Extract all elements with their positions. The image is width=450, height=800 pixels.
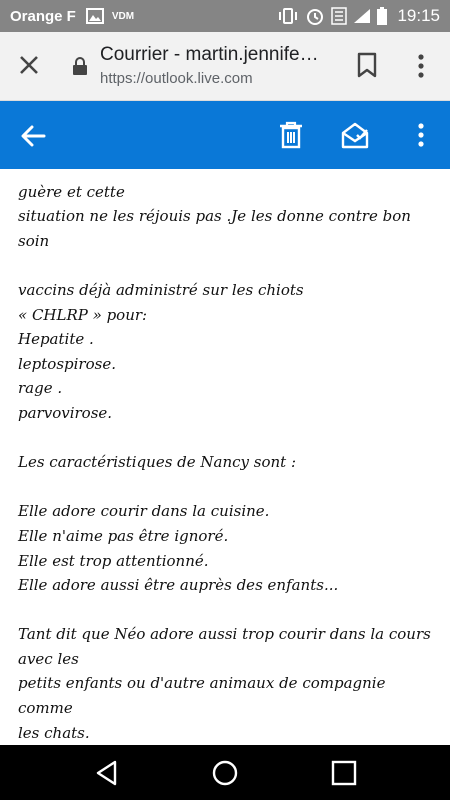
message-line: leptospirose.: [18, 354, 116, 373]
page-title: Courrier - martin.jennife…: [100, 44, 319, 65]
message-line: les chats.: [18, 723, 90, 742]
message-line: Elle adore aussi être auprès des enfants...: [18, 576, 339, 595]
browser-toolbar: [0, 32, 450, 101]
system-nav-bar: [0, 745, 450, 800]
clock: 19:15: [397, 6, 440, 25]
message-line: [18, 426, 438, 451]
lte-icon: [331, 7, 347, 25]
message-text: [18, 155, 438, 794]
message-line: [18, 253, 438, 278]
message-line: Les caractéristiques de Nancy sont :: [18, 453, 297, 472]
alarm-icon: [305, 6, 325, 26]
message-line: [18, 475, 438, 500]
delete-icon[interactable]: [278, 121, 304, 149]
more-vert-icon[interactable]: [411, 52, 431, 80]
bookmark-icon[interactable]: [356, 52, 378, 78]
nav-home-icon[interactable]: [211, 759, 239, 787]
close-icon[interactable]: [16, 52, 42, 78]
message-line: avec les: [18, 649, 79, 668]
message-line: Tant dit que Néo adore aussi trop courir dans la cours: [18, 625, 431, 644]
message-line: « CHLRP » pour:: [18, 305, 148, 324]
message-line: Elle est trop attentionné.: [18, 551, 209, 570]
message-line: parvovirose.: [18, 403, 113, 422]
mark-unread-icon[interactable]: [340, 120, 370, 150]
message-body[interactable]: [0, 169, 450, 745]
message-line: vaccins déjà administré sur les chiots: [18, 280, 304, 299]
message-line: Elle adore courir dans la cuisine.: [18, 502, 270, 521]
status-bar: [0, 0, 450, 32]
more-vert-icon[interactable]: [411, 121, 431, 149]
battery-icon: [377, 7, 387, 25]
lock-icon: [72, 57, 88, 75]
message-line: rage .: [18, 379, 63, 398]
back-arrow-icon[interactable]: [20, 123, 46, 149]
message-line: Hepatite .: [18, 330, 94, 349]
nav-recents-icon[interactable]: [330, 759, 358, 787]
message-line: petits enfants ou d'autre animaux de compagnie comme: [18, 674, 386, 718]
message-line: [18, 155, 438, 180]
message-line: situation ne les réjouis pas .Je les donne contre bon soin: [18, 207, 411, 250]
vibrate-icon: [277, 8, 299, 24]
carrier-name: Orange F: [10, 7, 76, 25]
message-line: Elle n'aime pas être ignoré.: [18, 526, 229, 545]
network-label: VDM: [111, 10, 135, 22]
signal-icon: [353, 8, 371, 24]
url-text[interactable]: https://outlook.live.com: [100, 70, 253, 87]
message-line: guère et cette: [18, 182, 125, 201]
image-icon: [86, 8, 104, 24]
message-line: [18, 598, 438, 623]
nav-back-icon[interactable]: [93, 759, 121, 787]
